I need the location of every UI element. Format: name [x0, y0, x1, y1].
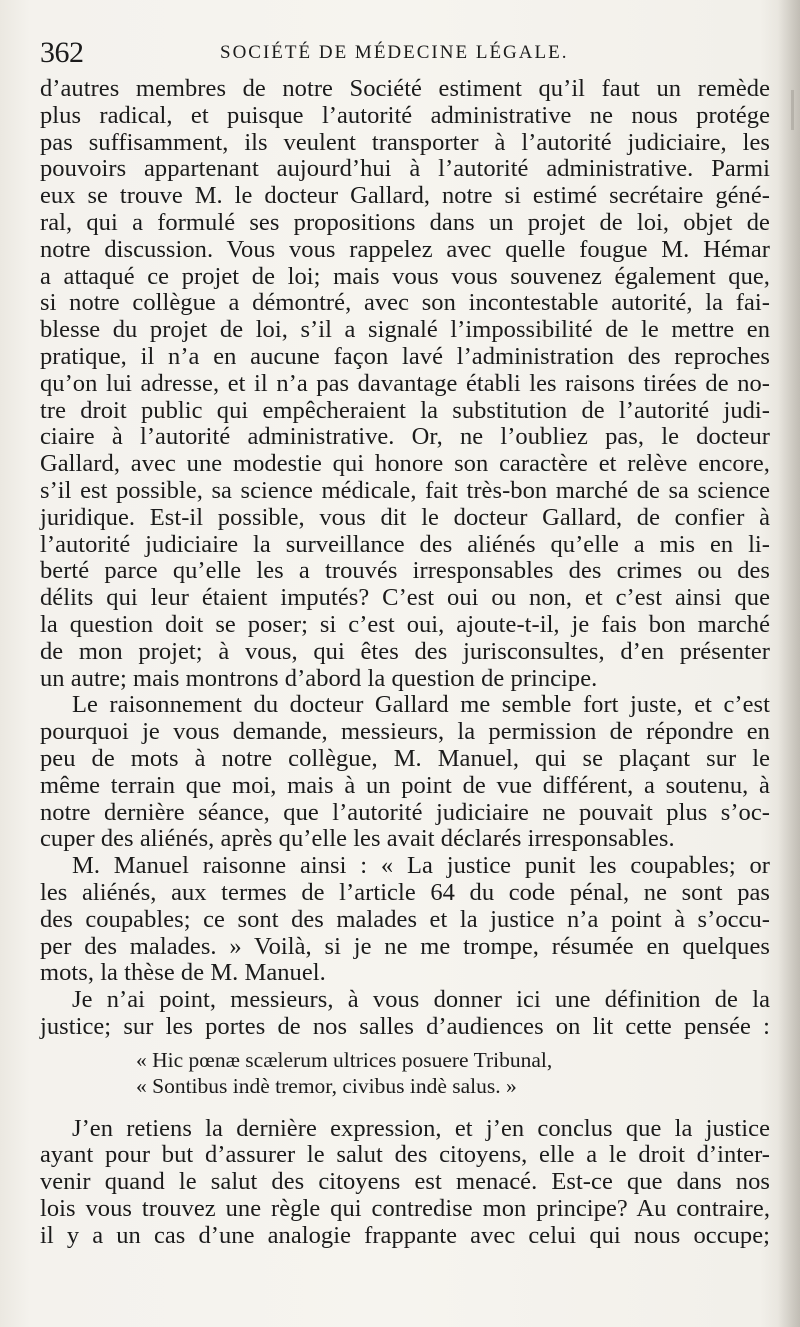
- text-line: tre droit public qui empêcheraient la substitution de l’autorité judi-: [40, 396, 770, 424]
- text-line: il y a un cas d’une analogie frappante avec celui qui nous occupe;: [40, 1221, 770, 1249]
- text-line: per des malades. » Voilà, si je ne me trompe, résumée en quelques: [40, 932, 770, 960]
- text-line: blesse du projet de loi, s’il a signalé l’impossibilité de le mettre en: [40, 316, 770, 344]
- text-line: mots, la thèse de M. Manuel.: [40, 959, 326, 987]
- text-line: pourquoi je vous demande, messieurs, la permission de répondre en: [40, 718, 770, 746]
- paragraph-start-line: M. Manuel raisonne ainsi : « La justice punit les coupables; or: [72, 852, 770, 880]
- text-line: si notre collègue a démontré, avec son incontestable autorité, la fai-: [40, 289, 770, 317]
- text-line: s’il est possible, sa science médicale, fait très-bon marché de sa science: [40, 476, 770, 504]
- text-line: justice; sur les portes de nos salles d’audiences on lit cette pensée :: [40, 1012, 770, 1040]
- text-line: les aliénés, aux termes de l’article 64 du code pénal, ne sont pas: [40, 878, 770, 906]
- text-line: pas suffisamment, ils veulent transporter à l’autorité judiciaire, les: [40, 128, 770, 156]
- text-line: eux se trouve M. le docteur Gallard, notre si estimé secrétaire géné-: [40, 182, 770, 210]
- text-line: d’autres membres de notre Société estiment qu’il faut un remède: [40, 75, 770, 102]
- body-text: [40, 76, 770, 1250]
- text-line: notre discussion. Vous vous rappelez avec quelle fougue M. Hémar: [40, 235, 770, 263]
- text-line: ral, qui a formulé ses propositions dans un projet de loi, objet de: [40, 208, 770, 236]
- text-line: des coupables; ce sont des malades et la justice n’a point à s’occu-: [40, 905, 770, 933]
- page-edge-shadow: [778, 0, 800, 1327]
- paragraph-start-line: J’en retiens la dernière expression, et j’en conclus que la justice: [72, 1114, 770, 1142]
- text-line: a attaqué ce projet de loi; mais vous vous souvenez également que,: [40, 262, 770, 290]
- paragraph-start-line: Le raisonnement du docteur Gallard me semble fort juste, et c’est: [72, 691, 770, 719]
- text-line: lois vous trouvez une règle qui contredise mon principe? Au contraire,: [40, 1195, 770, 1223]
- page-number: 362: [40, 36, 84, 69]
- text-line: plus radical, et puisque l’autorité administrative ne nous protége: [40, 101, 770, 129]
- text-line: cuper des aliénés, après qu’elle les avait déclarés irresponsables.: [40, 825, 675, 853]
- text-line: pouvoirs appartenant aujourd’hui à l’autorité administrative. Parmi: [40, 155, 770, 183]
- latin-verse-line: « Hic pœnæ scælerum ultrices posuere Tribunal,: [136, 1047, 553, 1072]
- text-line: pratique, il n’a en aucune façon lavé l’administration des reproches: [40, 342, 770, 370]
- text-line: peu de mots à notre collègue, M. Manuel, qui se plaçant sur le: [40, 744, 770, 772]
- text-line: qu’on lui adresse, et il n’a pas davantage établi les raisons tirées de no-: [40, 369, 770, 397]
- paragraph-start-line: Je n’ai point, messieurs, à vous donner ici une définition de la: [72, 986, 770, 1014]
- scan-mark: [791, 90, 794, 130]
- text-line: ciaire à l’autorité administrative. Or, ne l’oubliez pas, le docteur: [40, 423, 770, 451]
- text-line: Gallard, avec une modestie qui honore son caractère et relève encore,: [40, 450, 770, 478]
- text-line: la question doit se poser; si c’est oui, ajoute-t-il, je fais bon marché: [40, 610, 770, 638]
- text-line: juridique. Est-il possible, vous dit le docteur Gallard, de confier à: [40, 503, 770, 531]
- text-line: un autre; mais montrons d’abord la question de principe.: [40, 664, 598, 692]
- text-line: de mon projet; à vous, qui êtes des jurisconsultes, d’en présenter: [40, 637, 770, 665]
- page-header: [40, 30, 770, 70]
- latin-verse-line: « Sontibus indè tremor, civibus indè salus. »: [136, 1074, 517, 1099]
- text-line: venir quand le salut des citoyens est menacé. Est-ce que dans nos: [40, 1168, 770, 1196]
- text-line: l’autorité judiciaire la surveillance des aliénés qu’elle a mis en li-: [40, 530, 770, 558]
- text-line: délits qui leur étaient imputés? C’est oui ou non, et c’est ainsi que: [40, 584, 770, 612]
- text-line: même terrain que moi, mais à un point de vue différent, a soutenu, à: [40, 771, 770, 799]
- text-line: notre dernière séance, que l’autorité judiciaire ne pouvait plus s’oc-: [40, 798, 770, 826]
- running-head: SOCIÉTÉ DE MÉDECINE LÉGALE.: [220, 42, 569, 63]
- text-line: ayant pour but d’assurer le salut des citoyens, elle a le droit d’inter-: [40, 1141, 770, 1169]
- text-line: berté parce qu’elle les a trouvés irresponsables des crimes ou des: [40, 557, 770, 585]
